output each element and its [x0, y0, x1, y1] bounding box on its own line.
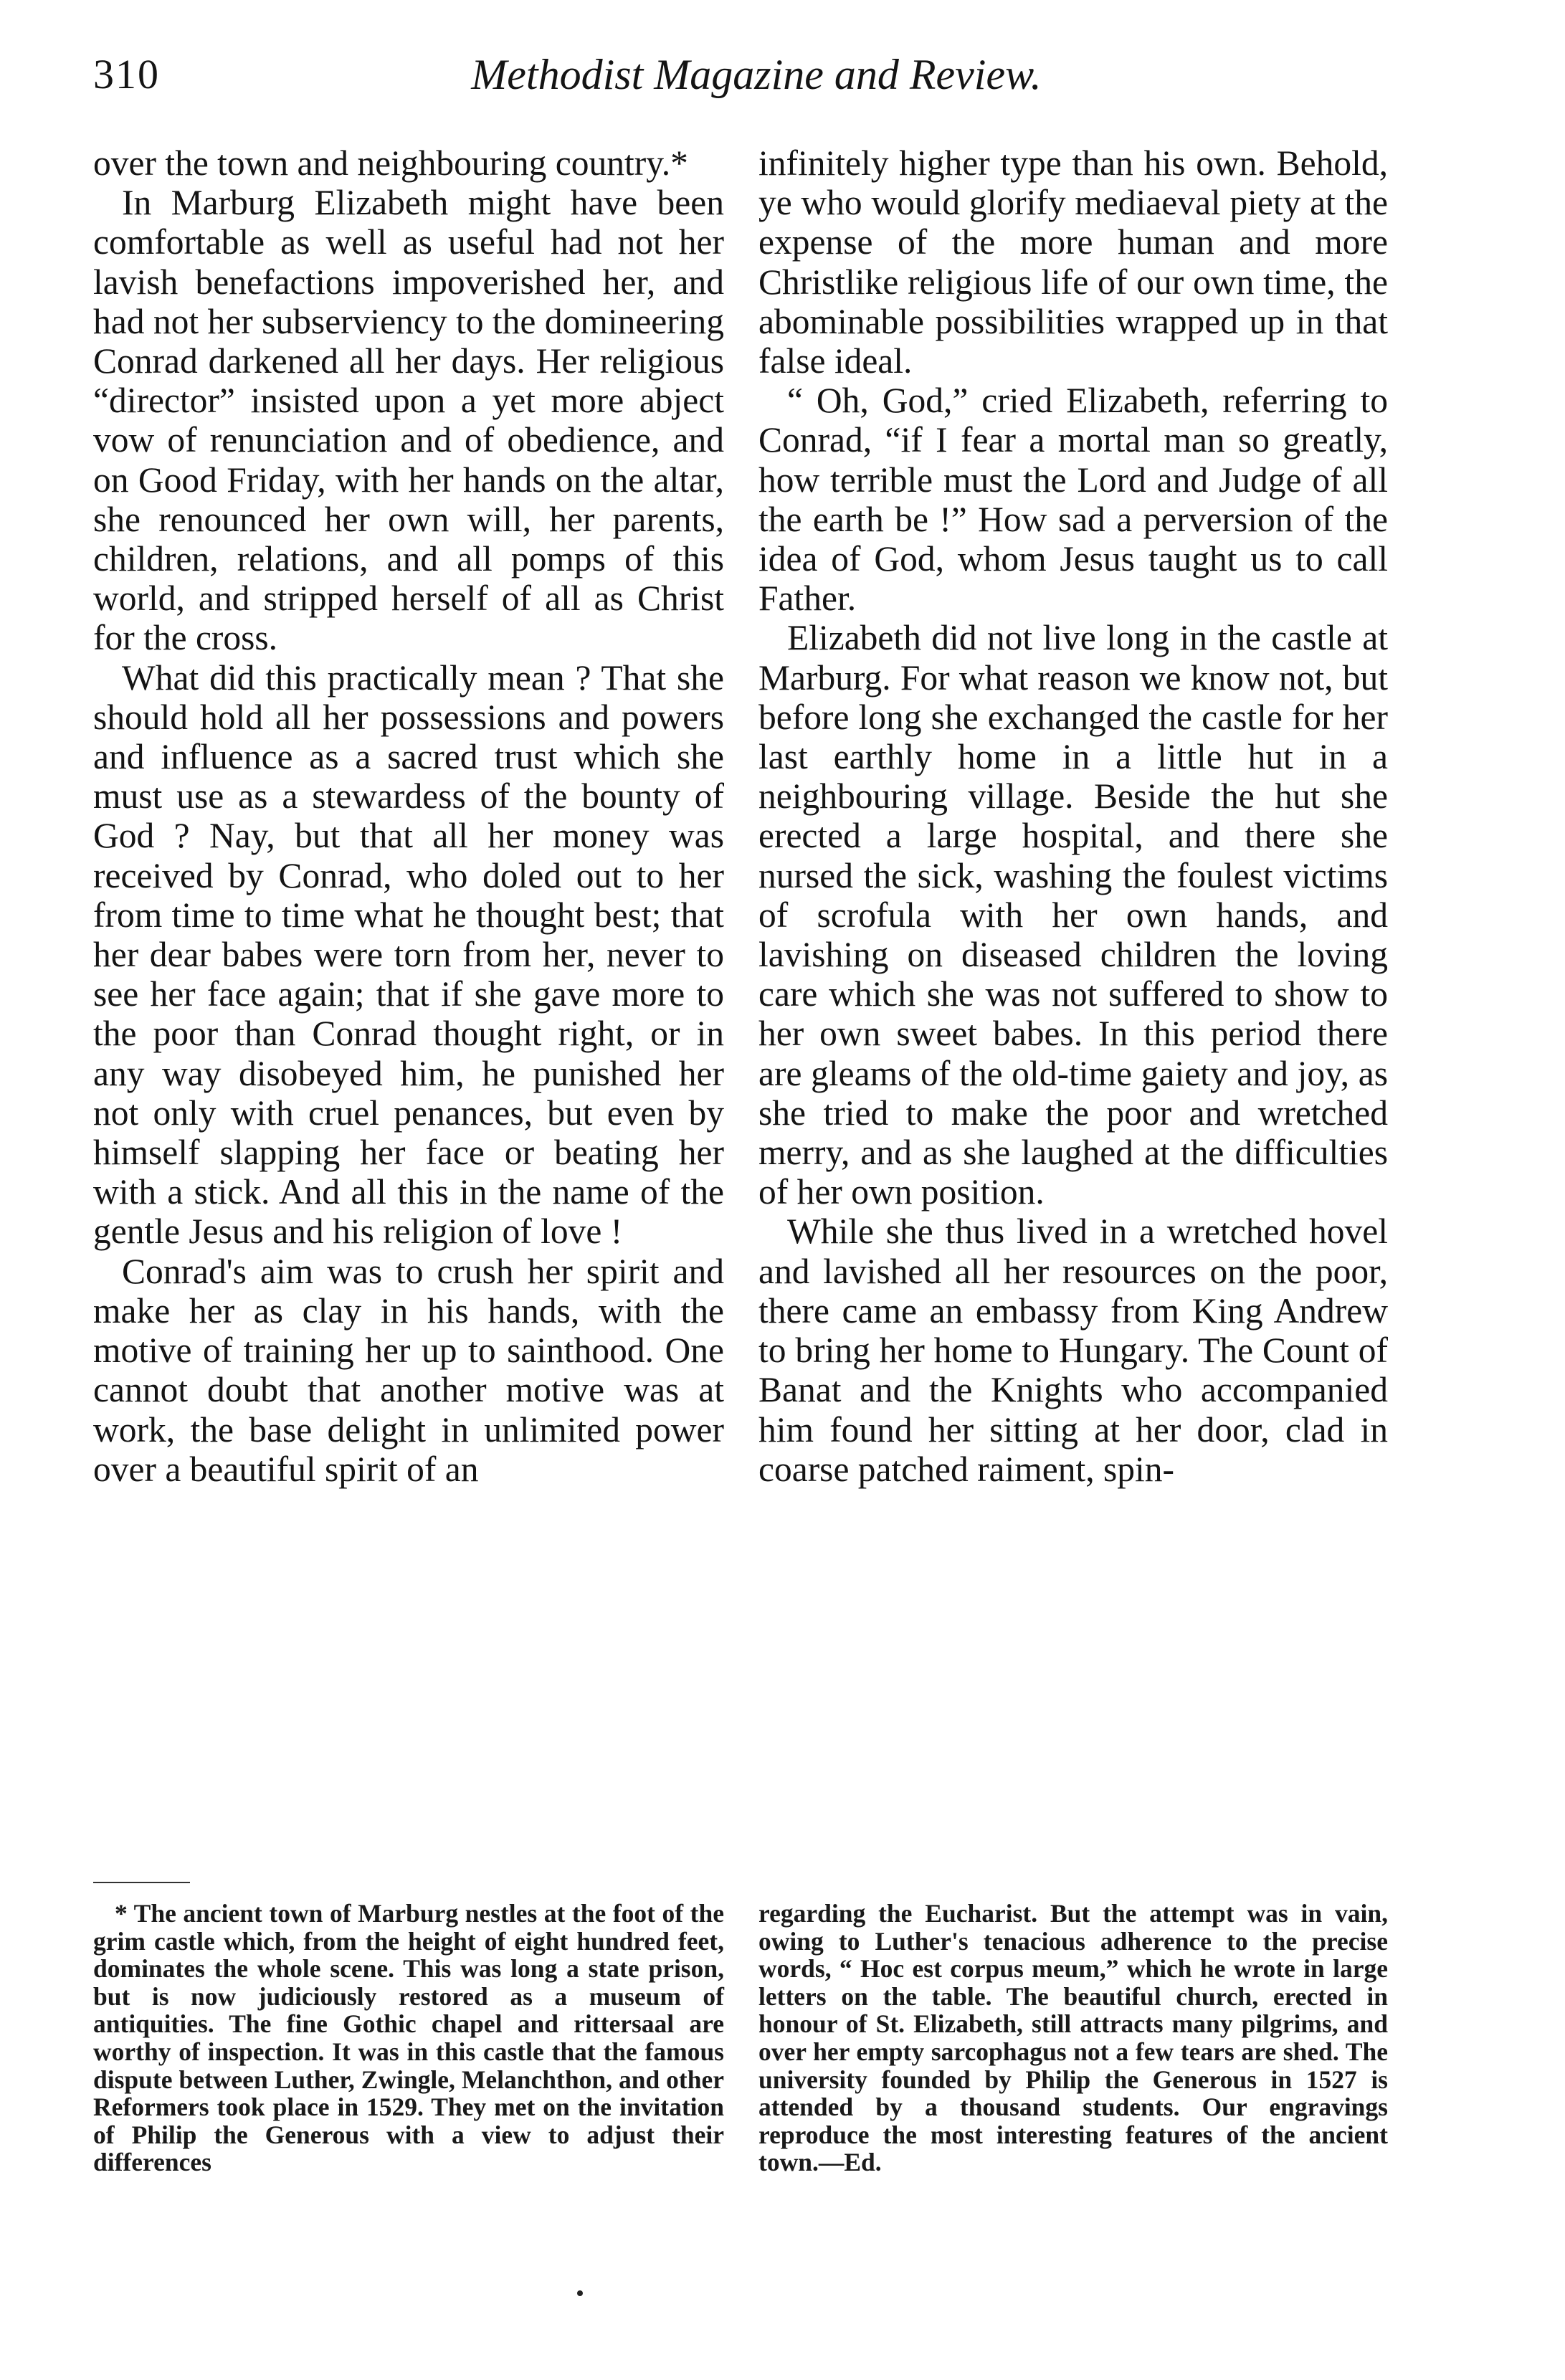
- left-column: [93, 143, 724, 1489]
- footnote-text: regarding the Eucharist. But the attempt was in vain, owing to Luther's tenacious adherence to the precise words, “ Hoc est corpus meum,” which he wrote in large letters on the table. The beautiful church, erected in honour of St. Elizabeth, still attracts many pilgrims, and over her empty sarcophagus not a few tears are shed. The university founded by Philip the Generous in 1527 is attended by a thousand students. Our engravings reproduce the most interesting features of the ancient town.—Ed.: [758, 1899, 1388, 2177]
- footnote-text: * The ancient town of Marburg nestles at the foot of the grim castle which, from the height of eight hundred feet, dominates the whole scene. This was long a state prison, but is now judiciously restored as a museum of antiquities. The fine Gothic chapel and rittersaal are worthy of inspection. It was in this castle that the famous dispute between Luther, Zwingle, Melanchthon, and other Reformers took place in 1529. They met on the invitation of Philip the Generous with a view to adjust their differences: [93, 1899, 724, 2177]
- bottom-dot-mark: [577, 2290, 583, 2296]
- paragraph: In Marburg Elizabeth might have been comfortable as well as useful had not her lavish benefactions impoverished her, and had not her subserviency to the domineering Conrad darkened all her days. Her religious “director” insisted upon a yet more abject vow of renunciation and of obedience, and on Good Friday, with her hands on the altar, she renounced her own will, her parents, children, relations, and all pomps of this world, and stripped herself of all as Christ for the cross.: [93, 183, 724, 658]
- paragraph: over the town and neighbouring country.*: [93, 143, 688, 183]
- footnote-right: [758, 1900, 1388, 2176]
- journal-title: Methodist Magazine and Review.: [471, 51, 1042, 98]
- page-number: 310: [93, 51, 160, 97]
- paragraph: While she thus lived in a wretched hovel and lavished all her resources on the poor, there came an embassy from King Andrew to bring her home to Hungary. The Count of Banat and the Knights who accompanied him found her sitting at her door, clad in coarse patched raiment, spin-: [758, 1212, 1388, 1489]
- right-column: [758, 143, 1388, 1489]
- footnote-rule: [93, 1882, 190, 1883]
- footnote-left: [93, 1900, 724, 2176]
- paragraph: Conrad's aim was to crush her spirit and make her as clay in his hands, with the motive of training her up to sainthood. One cannot doubt that another motive was at work, the base delight in unlimited power over a beautiful spirit of an: [93, 1251, 724, 1489]
- running-head: [93, 43, 1419, 108]
- paragraph: What did this practically mean ? That she should hold all her possessions and powers and influence as a sacred trust which she must use as a stewardess of the bounty of God ? Nay, but that all her money was received by Conrad, who doled out to her from time to time what he thought best; that her dear babes were torn from her, never to see her face again; that if she gave more to the poor than Conrad thought right, or in any way disobeyed him, he punished her not only with cruel penances, but even by himself slapping her face or beating her with a stick. And all this in the name of the gentle Jesus and his religion of love !: [93, 657, 724, 1252]
- paragraph: Elizabeth did not live long in the castle at Marburg. For what reason we know not, but before long she exchanged the castle for her last earthly home in a little hut in a neighbouring village. Beside the hut she erected a large hospital, and there she nursed the sick, washing the foulest victims of scrofula with her own hands, and lavishing on diseased children the loving care which she was not suffered to show to her own sweet babes. In this period there are gleams of the old-time gaiety and joy, as she tried to make the poor and wretched merry, and as she laughed at the difficulties of her own position.: [758, 618, 1388, 1212]
- paragraph: “ Oh, God,” cried Elizabeth, referring to Conrad, “if I fear a mortal man so greatly, how terrible must the Lord and Judge of all the earth be !” How sad a perversion of the idea of God, whom Jesus taught us to call Father.: [758, 381, 1388, 619]
- paragraph: infinitely higher type than his own. Behold, ye who would glorify mediaeval piety at the expense of the more human and more Christlike religious life of our own time, the abominable possibilities wrapped up in that false ideal.: [758, 143, 1388, 381]
